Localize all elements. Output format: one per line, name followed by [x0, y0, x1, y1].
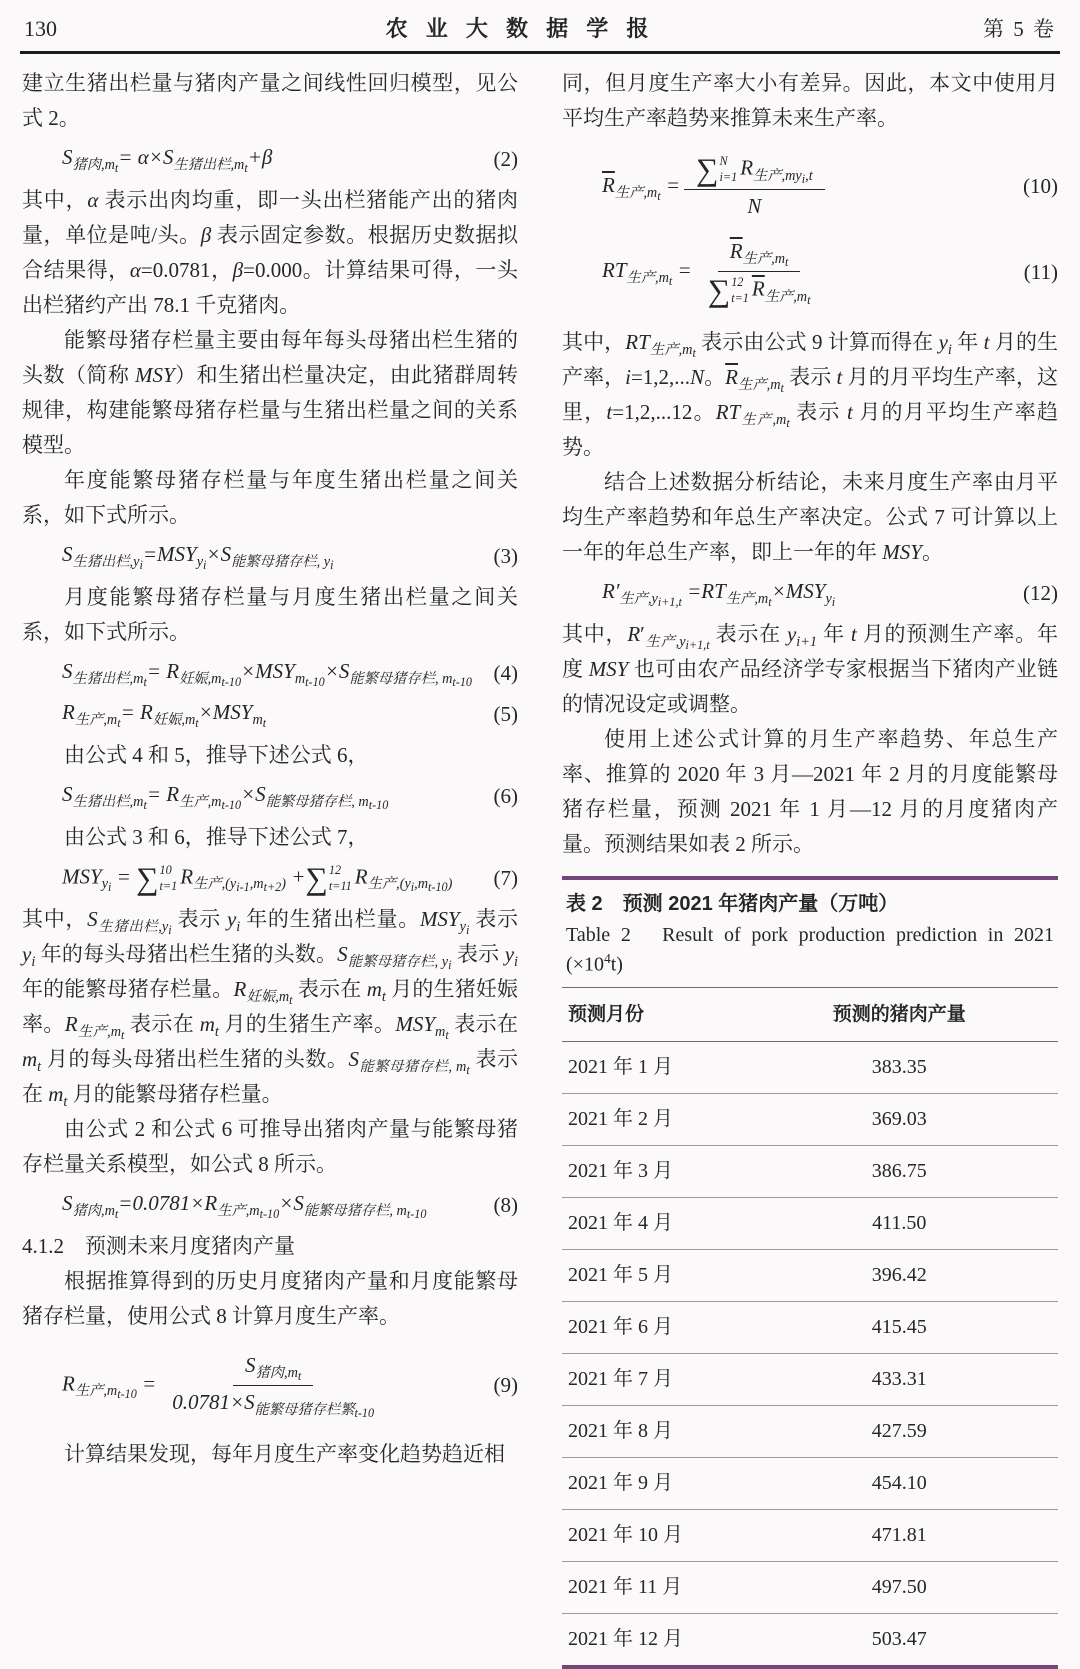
paragraph: 由公式 3 和 6，推导下述公式 7， — [64, 825, 369, 849]
equation-body: $S_{生猪出栏,m_t}= R_{妊娠,m_{t-10}}\times MSY_{m_{t-10}}\times S_{能繁母猪存栏, m_{t-10}}$ — [62, 659, 472, 690]
cell-value: 383.35 — [741, 1042, 1058, 1094]
equation-number: (9) — [493, 1373, 518, 1398]
cell-month: 2021 年 11 月 — [562, 1562, 741, 1614]
equation-number: (12) — [1023, 580, 1058, 605]
fraction: ∑ N i=1 $R_{生产,my_i,t}$ N — [684, 154, 825, 220]
equation — [22, 1188, 518, 1223]
sum-operator: ∑ 10 t=1 — [136, 860, 178, 896]
equation-number: (3) — [493, 544, 518, 568]
equation — [22, 656, 518, 691]
cell-month: 2021 年 1 月 — [562, 1042, 741, 1094]
table-row — [562, 1042, 1058, 1094]
paragraph: 同，但月度生产率大小有差异。因此，本文中使用月平均生产率趋势来推算未来生产率。 — [562, 71, 1058, 130]
right-column-blocks — [562, 66, 1058, 862]
equation — [562, 576, 1058, 611]
left-column — [22, 66, 518, 1669]
paragraph: 能繁母猪存栏量主要由每年每头母猪出栏生猪的头数（简称 MSY）和生猪出栏量决定，由此猪群周转规律，构建能繁母猪存栏量与生猪出栏量之间的关系模型。 — [22, 328, 519, 457]
cell-value: 411.50 — [741, 1198, 1058, 1250]
cell-value: 369.03 — [741, 1094, 1058, 1146]
equation-number: (10) — [1023, 174, 1058, 199]
table-2 — [562, 876, 1058, 1669]
paragraph: 年度能繁母猪存栏量与年度生猪出栏量之间关系，如下式所示。 — [22, 468, 518, 527]
table-row — [562, 1562, 1058, 1614]
cell-month: 2021 年 3 月 — [562, 1146, 741, 1198]
table-row — [562, 1354, 1058, 1406]
fraction: $\frac{S_{猪肉,m_t}}{0.0781\times S_{能繁母猪存栏繁_{t-10}}}$ — [172, 1353, 375, 1421]
column-header-value: 预测的猪肉产量 — [741, 988, 1058, 1042]
cell-month: 2021 年 4 月 — [562, 1198, 741, 1250]
cell-month: 2021 年 2 月 — [562, 1094, 741, 1146]
paragraph: 由公式 4 和 5，推导下述公式 6， — [64, 743, 369, 767]
column-header-month: 预测月份 — [562, 988, 741, 1042]
equation — [562, 154, 1058, 220]
equation-body: $S_{生猪出栏,m_t}= R_{生产,m_{t-10}}\times S_{能繁母猪存栏, m_{t-10}}$ — [62, 782, 389, 813]
paragraph: 其中，α 表示出肉均重，即一头出栏猪能产出的猪肉量，单位是吨/头。β 表示固定参数。根据历史数据拟合结果得，α=0.0781，β=0.000。计算结果可得，一头出栏猪约产出 78.1 千克猪肉。 — [22, 188, 519, 317]
cell-month: 2021 年 12 月 — [568, 1628, 683, 1651]
sum-operator: ∑ 12 t=11 — [305, 860, 352, 896]
equation-body: $MSY_{y_i}$ = ∑ 10 t=1 $R_{生产,(y_{i-1},m_{t+2})}$ + ∑ 12 t=11 $R_{生产,(y_i,m_{t-10})}$ — [62, 860, 453, 896]
equation — [22, 142, 518, 177]
paragraph: 使用上述公式计算的月生产率趋势、年总生产率、推算的 2020 年 3 月—2021 年 2 月的月度能繁母猪存栏量，预测 2021 年 1 月—12 月的月度猪肉产量。预测结果如表 2 所示。 — [562, 726, 1058, 856]
equation — [22, 1352, 518, 1419]
cell-value: 427.59 — [741, 1406, 1058, 1458]
equation-body: $R_{生产,m_t}= R_{妊娠,m_t}\times MSY_{m_t}$ — [62, 700, 267, 731]
cell-month: 2021 年 7 月 — [562, 1354, 741, 1406]
page-number: 130 — [24, 16, 57, 41]
cell-month: 2021 年 10 月 — [562, 1510, 741, 1562]
paragraph: 其中，$R'_{生产,y_{i+1,t}}$ 表示在 $y_{i+1}$ 年 t 月的预测生产率。年度 MSY 也可由农产品经济学专家根据当下猪肉产业链的情况设定或调整。 — [562, 621, 1058, 716]
sum-operator: ∑ 12 t=1 — [707, 273, 749, 309]
table-row — [562, 1146, 1058, 1198]
page-header — [20, 0, 1060, 54]
right-column — [562, 66, 1058, 1669]
table-row — [562, 1614, 1058, 1666]
paragraph: 由公式 2 和公式 6 可推导出猪肉产量与能繁母猪存栏量关系模型，如公式 8 所示。 — [22, 1117, 518, 1176]
equation-body: $\overline{R}_{生产,m_t}$ = ∑ N i=1 $R_{生产,my_i,t}$ N — [562, 154, 1023, 220]
equation — [22, 779, 518, 814]
table-row — [562, 1094, 1058, 1146]
table-caption-en: Table 2 Result of pork production prediction in 2021 $(\times 10^4t)$ — [566, 923, 1054, 976]
table-caption-zh: 表 2 预测 2021 年猪肉产量（万吨） — [566, 892, 899, 915]
cell-month: 2021 年 9 月 — [562, 1458, 741, 1510]
cell-value: 497.50 — [741, 1562, 1058, 1614]
cell-value: 503.47 — [871, 1628, 927, 1651]
table-header-row — [562, 988, 1058, 1042]
equation-number: (5) — [493, 702, 518, 726]
equation-number: (7) — [493, 866, 518, 890]
cell-value: 386.75 — [741, 1146, 1058, 1198]
table-body — [562, 1042, 1058, 1666]
equation — [22, 539, 518, 574]
equation-number: (11) — [1023, 259, 1058, 284]
cell-value: 415.45 — [741, 1302, 1058, 1354]
prediction-table — [562, 987, 1058, 1665]
table-row — [562, 1458, 1058, 1510]
fraction: $\overline{R}_{生产,m_t}$ ∑ 12 t=1 $\overline{R}_{生产,m_t}$ — [707, 238, 811, 309]
paragraph: 建立生猪出栏量与猪肉产量之间线性回归模型，见公式 2。 — [22, 71, 518, 130]
cell-value: 433.31 — [741, 1354, 1058, 1406]
paragraph: 其中，$S_{生猪出栏,y_i}$ 表示 $y_i$ 年的生猪出栏量。$MSY_{y_i}$ 表示 $y_i$ 年的每头母猪出栏生猪的头数。$S_{能繁母猪存栏, y_i}$ 表示 $y_i$ 年的能繁母猪存栏量。$R_{妊娠,m_t}$ 表示在 $m_t$ 月的生猪妊娠率。$R_{生产,m_t}$ 表示在 $m_t$ 月的生猪生产率。$MSY_{m_t}$ 表示在 $m_t$ 月的每头母猪出栏生猪的头数。$S_{能繁母猪存栏, m_t}$ 表示在 $m_t$ 月的能繁母猪存栏量。 — [22, 907, 519, 1110]
journal-title: 农 业 大 数 据 学 报 — [385, 16, 655, 41]
section-heading: 4.1.2 预测未来月度猪肉产量 — [22, 1234, 295, 1258]
paragraph: 结合上述数据分析结论，未来月度生产率由月平均生产率趋势和年总生产率决定。公式 7 可计算以上一年的年总生产率，即上一年的年 MSY。 — [562, 469, 1058, 564]
equation-body: $R_{生产,m_{t-10}}$ = $\frac{S_{猪肉,m_t}}{0.0781\times S_{能繁母猪存栏繁_{t-10}}}$ — [22, 1352, 494, 1419]
equation-number: (8) — [493, 1193, 518, 1217]
equation — [562, 238, 1058, 307]
paragraph: 计算结果发现，每年月度生产率变化趋势趋近相 — [64, 1442, 505, 1467]
cell-month: 2021 年 8 月 — [562, 1406, 741, 1458]
volume-label: 第 5 卷 — [983, 17, 1056, 41]
paragraph: 根据推算得到的历史月度猪肉产量和月度能繁母猪存栏量，使用公式 8 计算月度生产率。 — [22, 1269, 518, 1328]
equation-number: (4) — [493, 661, 518, 685]
equation-body: $RT_{生产,m_t}$ = $\overline{R}_{生产,m_t}$ ∑ 12 t=1 $\overline{R}_{生产,m_t}$ — [562, 238, 1024, 307]
cell-value: 471.81 — [741, 1510, 1058, 1562]
paragraph: 月度能繁母猪存栏量与月度生猪出栏量之间关系，如下式所示。 — [22, 585, 518, 644]
table-row — [562, 1198, 1058, 1250]
equation — [22, 697, 518, 732]
equation — [22, 861, 518, 896]
equation-number: (2) — [493, 147, 518, 171]
cell-month: 2021 年 5 月 — [562, 1250, 741, 1302]
equation-body: $S_{猪肉,m_t}=0.0781\times R_{生产,m_{t-10}}\times S_{能繁母猪存栏, m_{t-10}}$ — [62, 1191, 427, 1222]
paragraph: 其中，$RT_{生产,m_t}$ 表示由公式 9 计算而得在 $y_i$ 年 t 月的生产率，i=1,2,...N。$\overline{R}_{生产,m_t}$ 表示 t 月的月平均生产率，这里，t=1,2,...12。$RT_{生产,m_t}$ 表示 t 月的月平均生产率趋势。 — [562, 329, 1059, 459]
cell-value: 454.10 — [741, 1458, 1058, 1510]
cell-value: 396.42 — [741, 1250, 1058, 1302]
table-row — [562, 1510, 1058, 1562]
table-row — [562, 1302, 1058, 1354]
left-column-blocks — [22, 66, 518, 1472]
table-row — [562, 1406, 1058, 1458]
page-body — [0, 54, 1080, 1669]
equation-number: (6) — [493, 784, 518, 808]
table-row — [562, 1250, 1058, 1302]
equation-body: $S_{猪肉,m_t}= \alpha\times S_{生猪出栏,m_t}+\beta$ — [62, 145, 273, 176]
equation-body: $S_{生猪出栏,y_i}=MSY_{y_i}\times S_{能繁母猪存栏, y_i}$ — [62, 542, 334, 573]
sum-operator: ∑ N i=1 — [696, 152, 738, 188]
cell-month: 2021 年 6 月 — [562, 1302, 741, 1354]
equation-body: $R'_{生产,y_{i+1,t}} =RT_{生产,m_t}\times MSY_{y_i}$ — [602, 579, 836, 610]
